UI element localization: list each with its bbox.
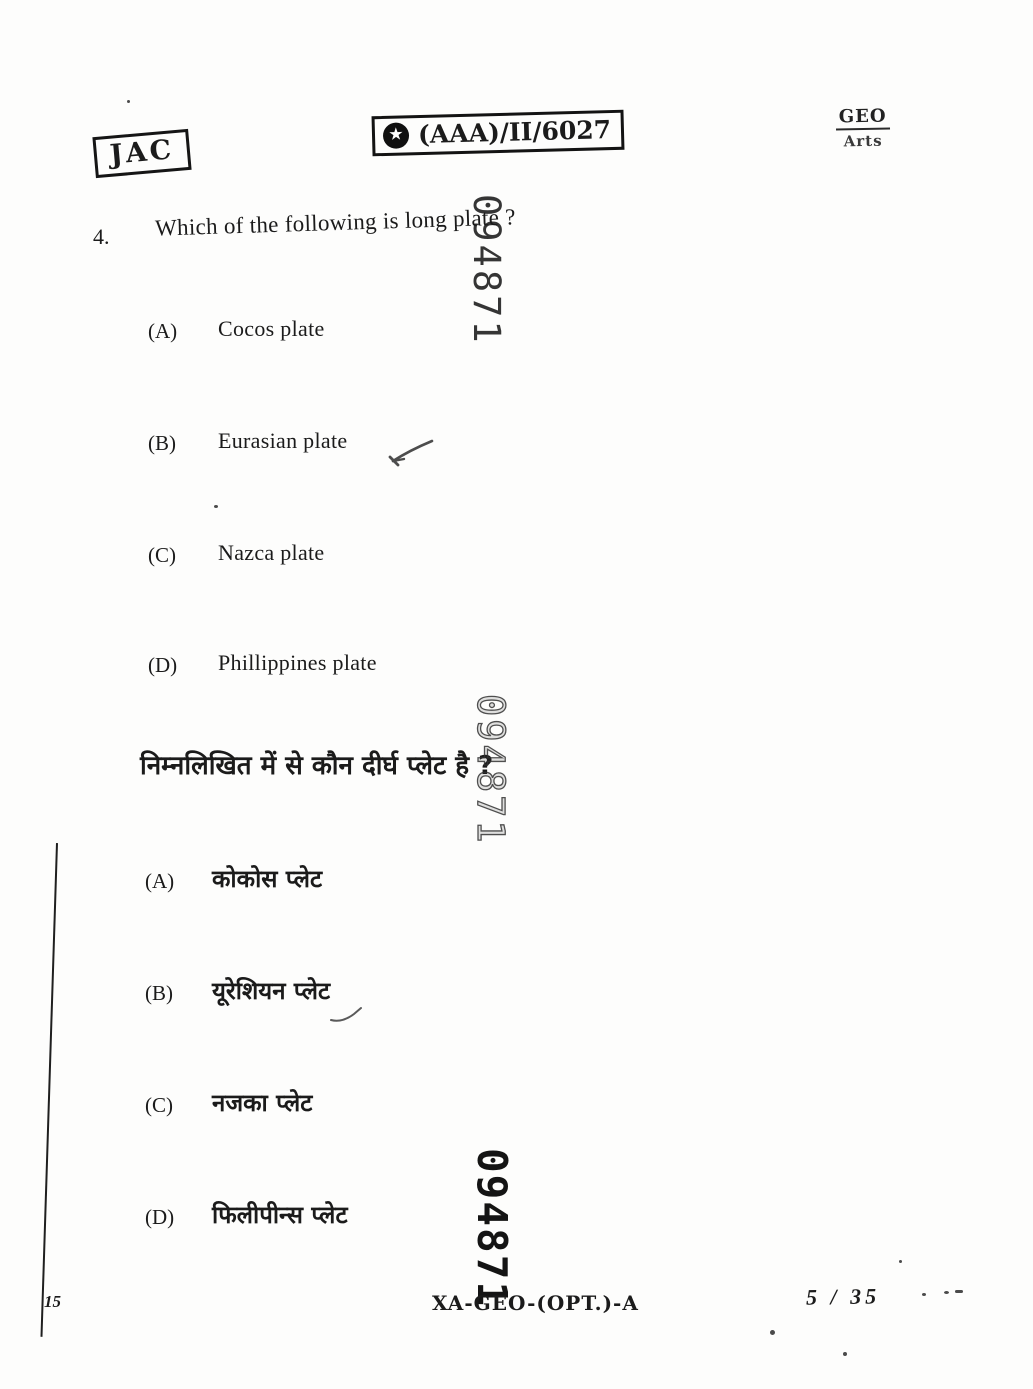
scan-speck	[214, 505, 218, 508]
scan-speck	[899, 1260, 902, 1263]
pencil-check-mark	[384, 434, 436, 470]
scan-speck	[770, 1330, 775, 1335]
scan-speck	[944, 1291, 949, 1294]
option-en-b-label: (B)	[148, 431, 176, 455]
serial-watermark-bottom: 094871	[468, 1148, 516, 1309]
margin-rule-line	[40, 843, 58, 1337]
option-en-a-label: (A)	[148, 319, 178, 343]
option-en-c-label: (C)	[148, 543, 176, 567]
option-en-d-label: (D)	[148, 653, 178, 677]
option-hi-d-label: (D)	[145, 1205, 175, 1229]
option-hi-a-label: (A)	[145, 869, 175, 893]
subject-block	[836, 106, 891, 151]
scan-speck	[843, 1352, 847, 1356]
booklet-code: XA-GEO-(OPT.)-A	[432, 1291, 639, 1315]
margin-number: 15	[44, 1292, 61, 1311]
serial-watermark-middle: 094871	[469, 694, 512, 846]
page-indicator: 5 / 35	[805, 1283, 881, 1310]
question-text-hindi: निम्नलिखित में से कौन दीर्घ प्लेट है ?	[140, 751, 494, 781]
paper-code-box	[372, 110, 625, 157]
option-en-c-text: Nazca plate	[218, 540, 325, 565]
subject-stream: Arts	[843, 131, 883, 151]
subject-code: GEO	[836, 106, 890, 131]
question-text-english: Which of the following is long plate ?	[154, 204, 517, 241]
scan-speck	[955, 1290, 963, 1293]
option-hi-c-text: नजका प्लेट	[212, 1089, 313, 1117]
serial-watermark-top: 094871	[465, 194, 508, 346]
board-stamp	[92, 129, 191, 178]
scan-speck	[127, 100, 130, 103]
scan-speck	[922, 1293, 926, 1296]
option-hi-d-text: फिलीपीन्स प्लेट	[212, 1201, 348, 1229]
question-number: 4.	[93, 224, 110, 249]
option-hi-b-text: यूरेशियन प्लेट	[212, 977, 331, 1005]
option-en-b-text: Eurasian plate	[218, 428, 348, 453]
option-hi-c-label: (C)	[145, 1093, 173, 1117]
pencil-underline-mark	[330, 1006, 364, 1026]
star-icon: ★	[383, 122, 410, 149]
option-hi-a-text: कोकोस प्लेट	[212, 865, 323, 893]
option-en-d-text: Phillippines plate	[218, 650, 377, 675]
board-stamp-label: JAC	[108, 134, 176, 171]
option-en-a-text: Cocos plate	[218, 316, 325, 341]
paper-code: (AAA)/II/6027	[417, 115, 612, 150]
option-hi-b-label: (B)	[145, 981, 173, 1005]
